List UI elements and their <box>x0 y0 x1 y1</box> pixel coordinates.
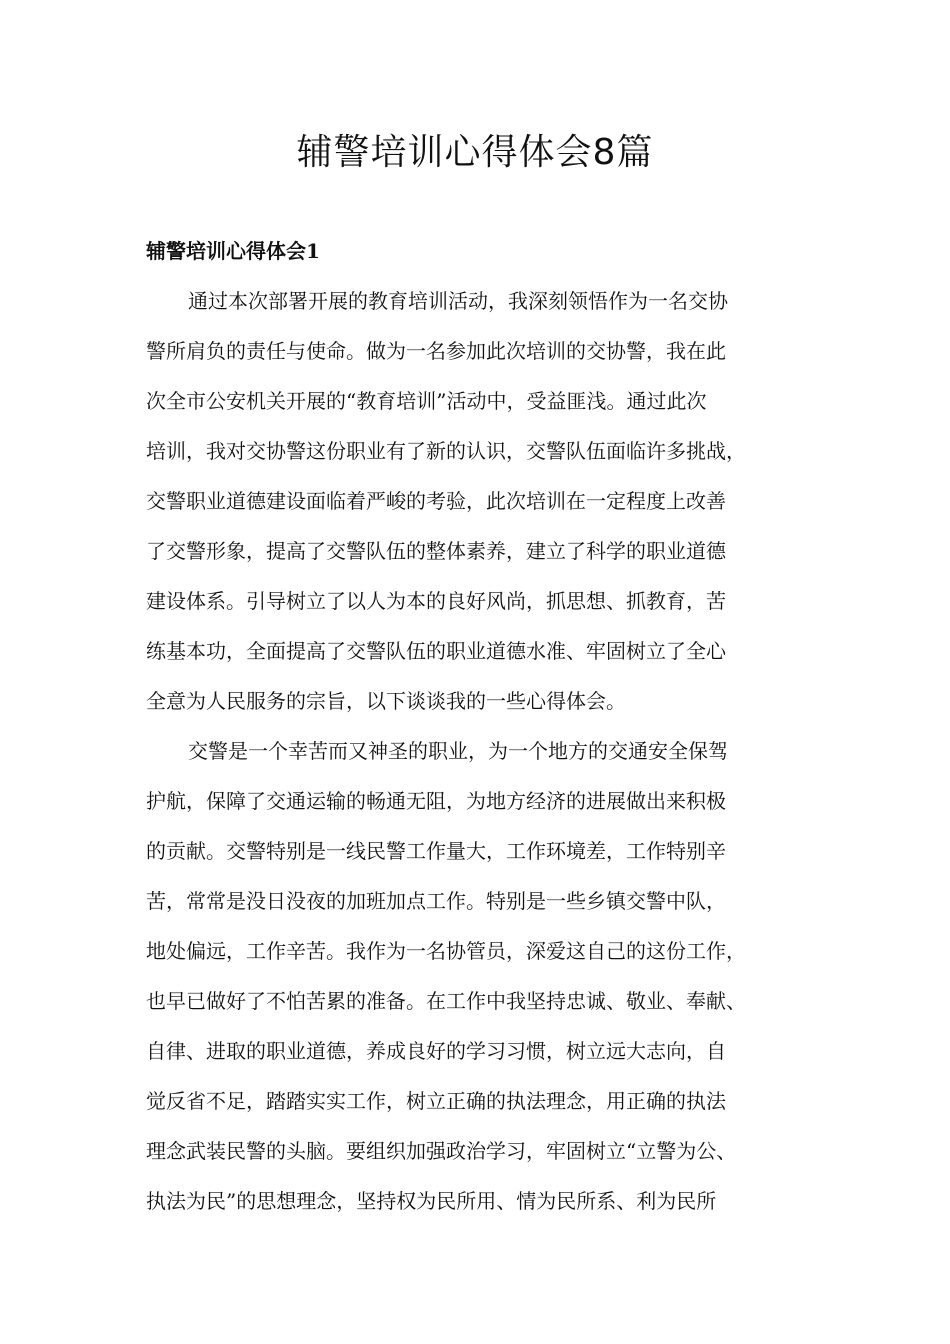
text-line: 苦，常常是没日没夜的加班加点工作。特别是一些乡镇交警中队， <box>146 889 726 913</box>
text-line: 建设体系。引导树立了以人为本的良好风尚，抓思想、抓教育，苦 <box>146 589 726 613</box>
text-line: 理念武装民警的头脑。要组织加强政治学习，牢固树立“立警为公、 <box>146 1139 737 1163</box>
section-heading: 辅警培训心得体会1 <box>146 239 320 263</box>
text-line: 练基本功，全面提高了交警队伍的职业道德水准、牢固树立了全心 <box>146 639 726 663</box>
text-line: 次全市公安机关开展的“教育培训”活动中，受益匪浅。通过此次 <box>146 389 707 413</box>
text-line: 全意为人民服务的宗旨，以下谈谈我的一些心得体会。 <box>146 689 626 713</box>
text-line: 自律、进取的职业道德，养成良好的学习习惯，树立远大志向，自 <box>146 1039 726 1063</box>
text-line: 也早已做好了不怕苦累的准备。在工作中我坚持忠诚、敬业、奉献、 <box>146 989 746 1013</box>
text-line: 了交警形象，提高了交警队伍的整体素养，建立了科学的职业道德 <box>146 539 726 563</box>
text-line: 通过本次部署开展的教育培训活动，我深刻领悟作为一名交协 <box>188 289 728 313</box>
body-text <box>146 286 814 1236</box>
text-line: 觉反省不足，踏踏实实工作，树立正确的执法理念，用正确的执法 <box>146 1089 726 1113</box>
text-line: 交警是一个幸苦而又神圣的职业，为一个地方的交通安全保驾 <box>188 739 728 763</box>
text-line: 培训，我对交协警这份职业有了新的认识，交警队伍面临许多挑战， <box>146 439 746 463</box>
document-title: 辅警培训心得体会8篇 <box>296 132 654 173</box>
text-line: 执法为民”的思想理念，坚持权为民所用、情为民所系、利为民所 <box>146 1189 717 1213</box>
text-line: 护航，保障了交通运输的畅通无阻，为地方经济的进展做出来积极 <box>146 789 726 813</box>
text-line: 警所肩负的责任与使命。做为一名参加此次培训的交协警，我在此 <box>146 339 726 363</box>
text-line: 的贡献。交警特别是一线民警工作量大，工作环境差，工作特别辛 <box>146 839 726 863</box>
text-line: 地处偏远，工作辛苦。我作为一名协管员，深爱这自己的这份工作， <box>146 939 746 963</box>
text-line: 交警职业道德建设面临着严峻的考验，此次培训在一定程度上改善 <box>146 489 726 513</box>
